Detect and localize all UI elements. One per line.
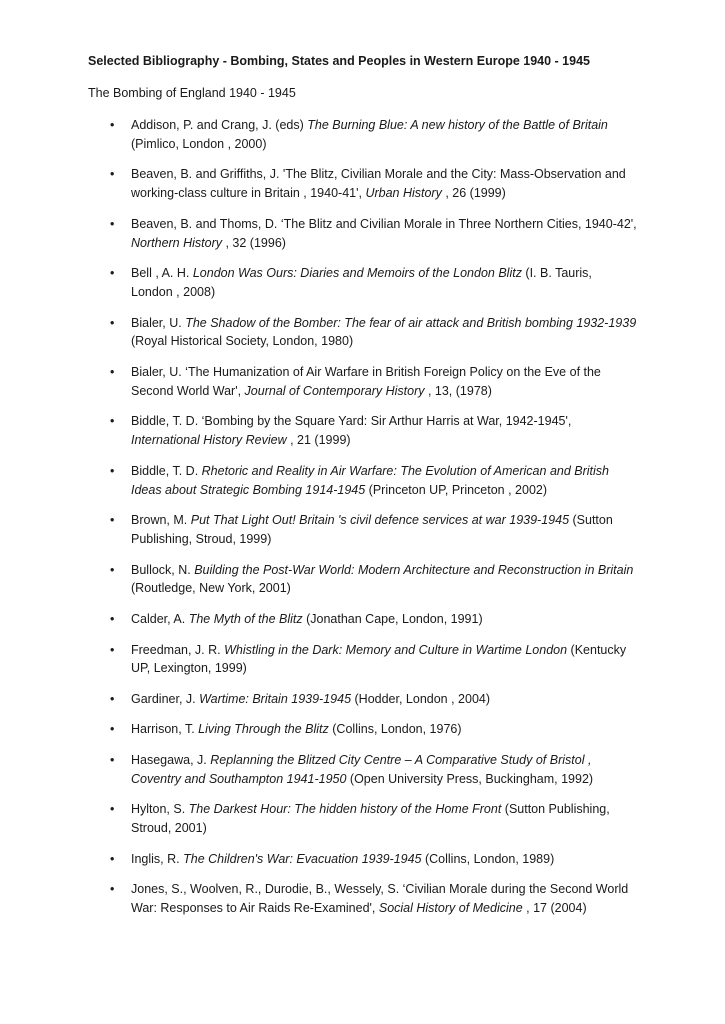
reference-author: Freedman, J. R. <box>131 642 225 657</box>
reference-title: The Myth of the Blitz <box>188 611 303 626</box>
list-item <box>88 363 637 401</box>
reference-publication: (Kentucky UP, Lexington, 1999) <box>131 642 627 676</box>
bullet-icon: • <box>110 882 115 897</box>
reference-publication: , 17 (2004) <box>522 901 587 916</box>
reference-author: Gardiner, J. <box>131 691 200 706</box>
reference-publication: (Princeton UP, Princeton , 2002) <box>365 482 548 497</box>
reference-title: Put That Light Out! Britain 's civil defence services at war 1939-1945 <box>190 513 570 528</box>
reference-publication: (Routledge, New York, 2001) <box>131 581 291 596</box>
reference-text <box>131 363 637 401</box>
reference-title: The Burning Blue: A new history of the Battle of Britain <box>307 118 608 132</box>
list-item <box>88 215 637 253</box>
reference-author: Brown, M. <box>131 513 191 528</box>
bullet-icon: • <box>110 118 115 132</box>
bullet-icon: • <box>110 642 115 657</box>
reference-title: Social History of Medicine <box>378 901 523 916</box>
reference-title: Northern History <box>131 235 222 250</box>
section-heading: The Bombing of England 1940 - 1945 <box>88 86 296 100</box>
reference-text <box>131 314 637 352</box>
reference-publication: (I. B. Tauris, London , 2008) <box>131 266 592 299</box>
reference-publication: (Pimlico, London , 2000) <box>131 136 267 151</box>
document-title: Selected Bibliography - Bombing, States and Peoples in Western Europe 1940 - 1945 <box>88 54 590 68</box>
reference-text <box>131 641 637 679</box>
list-item <box>88 116 637 154</box>
bullet-icon: • <box>110 414 115 429</box>
reference-author: Bialer, U. <box>131 315 186 330</box>
list-item <box>88 690 637 709</box>
list-item <box>88 880 637 918</box>
bullet-icon: • <box>110 315 115 330</box>
list-item <box>88 610 637 629</box>
reference-author: Bialer, U. ‘The Humanization of Air Warfare in British Foreign Policy on the Eve of the Second World War', <box>131 364 601 398</box>
reference-text <box>131 880 637 918</box>
reference-title: Rhetoric and Reality in Air Warfare: The Evolution of American and British Ideas about Strategic Bombing 1914-1945 <box>131 463 609 497</box>
reference-title: Building the Post-War World: Modern Architecture and Reconstruction in Britain <box>194 562 634 577</box>
reference-author: Beaven, B. and Griffiths, J. 'The Blitz, Civilian Morale and the City: Mass-Observation and working-class culture in Britain , 1940-41', <box>131 167 626 201</box>
bullet-icon: • <box>110 266 115 281</box>
bullet-icon: • <box>110 513 115 528</box>
reference-title: The Shadow of the Bomber: The fear of air attack and British bombing 1932-1939 <box>185 315 637 330</box>
reference-title: Urban History <box>365 186 442 201</box>
reference-title: Replanning the Blitzed City Centre – A Comparative Study of Bristol , Coventry and Southampton 1941-1950 <box>131 753 592 786</box>
list-item <box>88 720 637 739</box>
reference-title: The Children's War: Evacuation 1939-1945 <box>183 851 422 866</box>
reference-author: Bullock, N. <box>131 562 195 577</box>
reference-text <box>131 850 637 869</box>
bullet-icon: • <box>110 364 115 379</box>
reference-publication: (Collins, London, 1989) <box>421 851 555 866</box>
reference-publication: (Open University Press, Buckingham, 1992) <box>346 771 594 786</box>
reference-title: Wartime: Britain 1939-1945 <box>199 691 352 706</box>
bullet-icon: • <box>110 851 115 866</box>
reference-publication: (Hodder, London , 2004) <box>351 691 491 706</box>
bullet-icon: • <box>110 167 115 182</box>
reference-text <box>131 165 637 203</box>
reference-text <box>131 264 637 302</box>
reference-author: Inglis, R. <box>131 851 184 866</box>
reference-publication: (Sutton Publishing, Stroud, 2001) <box>131 802 610 836</box>
reference-title: Journal of Contemporary History <box>244 383 425 398</box>
reference-text <box>131 116 637 154</box>
bullet-icon: • <box>110 216 115 231</box>
list-item <box>88 412 637 450</box>
bullet-icon: • <box>110 722 115 737</box>
bullet-icon: • <box>110 611 115 626</box>
list-item <box>88 800 637 838</box>
reference-author: Addison, P. and Crang, J. (eds) <box>131 118 308 132</box>
reference-publication: (Collins, London, 1976) <box>328 722 462 737</box>
reference-author: Calder, A. <box>131 611 189 626</box>
bullet-icon: • <box>110 562 115 577</box>
reference-text <box>131 720 637 739</box>
reference-title: International History Review <box>131 433 287 448</box>
reference-publication: (Jonathan Cape, London, 1991) <box>302 611 483 626</box>
list-item <box>88 264 637 302</box>
reference-text <box>131 511 637 549</box>
reference-author: Beaven, B. and Thoms, D. ‘The Blitz and Civilian Morale in Three Northern Cities, 1940-42', <box>131 216 637 231</box>
reference-title: Whistling in the Dark: Memory and Culture in Wartime London <box>224 642 568 657</box>
bullet-icon: • <box>110 463 115 478</box>
reference-author: Hasegawa, J. <box>131 753 211 768</box>
reference-publication: , 26 (1999) <box>441 186 506 201</box>
reference-publication: , 21 (1999) <box>286 433 351 448</box>
reference-publication: , 32 (1996) <box>222 235 286 250</box>
list-item <box>88 561 637 599</box>
list-item <box>88 165 637 203</box>
reference-publication: (Sutton Publishing, Stroud, 1999) <box>131 513 613 546</box>
bullet-icon: • <box>110 802 115 817</box>
reference-title: Living Through the Blitz <box>198 722 329 737</box>
reference-text <box>131 800 637 838</box>
list-item <box>88 314 637 352</box>
reference-text <box>131 561 637 599</box>
reference-publication: (Royal Historical Society, London, 1980) <box>131 334 354 349</box>
list-item <box>88 850 637 869</box>
reference-author: Biddle, T. D. ‘Bombing by the Square Yard: Sir Arthur Harris at War, 1942-1945', <box>131 414 572 429</box>
reference-text <box>131 412 637 450</box>
reference-author: Jones, S., Woolven, R., Durodie, B., Wessely, S. ‘Civilian Morale during the Second World War: Responses to Air Raids Re-Examined', <box>131 882 629 916</box>
reference-author: Biddle, T. D. <box>131 463 202 478</box>
reference-author: Bell , A. H. <box>131 266 193 281</box>
reference-text <box>131 215 637 253</box>
list-item <box>88 641 637 679</box>
bullet-icon: • <box>110 753 115 768</box>
reference-publication: , 13, (1978) <box>424 383 492 398</box>
reference-text <box>131 751 637 789</box>
reference-author: Harrison, T. <box>131 722 199 737</box>
reference-title: The Darkest Hour: The hidden history of the Home Front <box>188 802 502 817</box>
reference-title: London Was Ours: Diaries and Memoirs of the London Blitz <box>192 266 522 281</box>
reference-text <box>131 610 637 629</box>
bullet-icon: • <box>110 691 115 706</box>
list-item <box>88 462 637 500</box>
reference-author: Hylton, S. <box>131 802 189 817</box>
reference-text <box>131 462 637 500</box>
reference-text <box>131 690 637 709</box>
list-item <box>88 751 637 789</box>
list-item <box>88 511 637 549</box>
bibliography-list <box>88 116 637 918</box>
